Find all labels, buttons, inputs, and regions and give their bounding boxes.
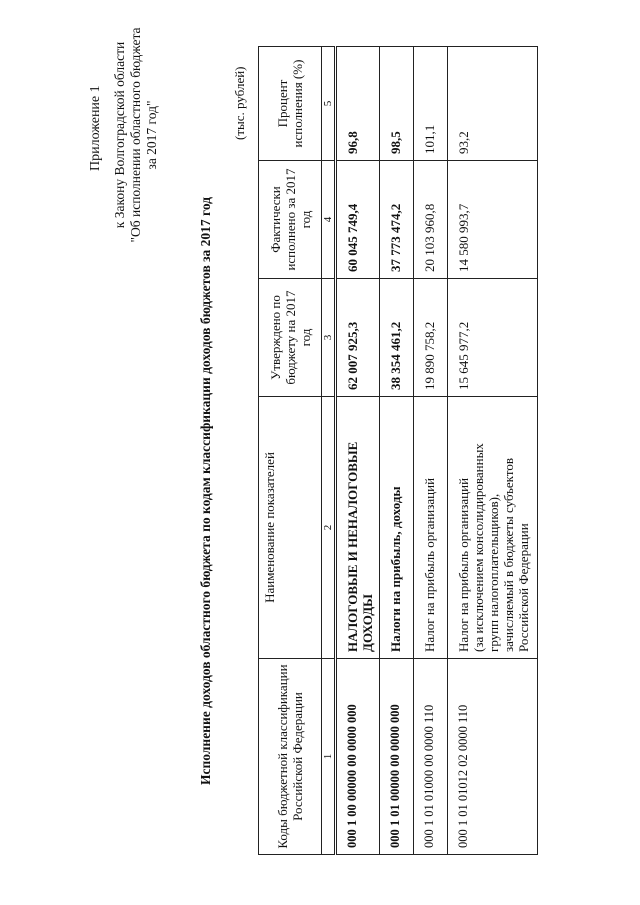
column-number: 5 bbox=[322, 47, 336, 161]
column-header-code: Коды бюджетной классификации Российской Федерации bbox=[259, 659, 322, 855]
table-row bbox=[336, 47, 380, 855]
row-percent: 101,1 bbox=[414, 47, 448, 161]
column-header-name: Наименование показателей bbox=[259, 397, 322, 659]
row-code: 000 1 00 00000 00 0000 000 bbox=[336, 659, 380, 855]
column-header-percent: Процент исполнения (%) bbox=[259, 47, 322, 161]
row-actual: 20 103 960,8 bbox=[414, 161, 448, 279]
column-number: 2 bbox=[322, 397, 336, 659]
revenue-table bbox=[258, 46, 538, 855]
row-actual: 14 580 993,7 bbox=[448, 161, 538, 279]
table-row bbox=[448, 47, 538, 855]
row-name-line: Налог на прибыль организаций bbox=[456, 477, 471, 652]
row-name-line: групп налогоплательщиков), bbox=[486, 493, 501, 652]
row-name bbox=[380, 397, 414, 659]
table-row bbox=[380, 47, 414, 855]
row-percent: 96,8 bbox=[336, 47, 380, 161]
row-code: 000 1 01 01012 02 0000 110 bbox=[448, 659, 538, 855]
column-header-actual: Фактически исполнено за 2017 год bbox=[259, 161, 322, 279]
row-code: 000 1 01 01000 00 0000 110 bbox=[414, 659, 448, 855]
appendix-subtitle-line: к Закону Волгоградской области bbox=[112, 41, 127, 229]
row-name-line: (за исключением консолидированных bbox=[471, 443, 486, 652]
row-percent: 98,5 bbox=[380, 47, 414, 161]
table-row bbox=[414, 47, 448, 855]
row-approved: 38 354 461,2 bbox=[380, 279, 414, 397]
appendix-subtitle-line: за 2017 год" bbox=[144, 100, 159, 170]
row-code: 000 1 01 00000 00 0000 000 bbox=[380, 659, 414, 855]
document-title: Исполнение доходов областного бюджета по кодам классификации доходов бюджетов за 2017 год bbox=[198, 196, 213, 785]
column-number: 4 bbox=[322, 161, 336, 279]
column-number: 1 bbox=[322, 659, 336, 855]
row-name bbox=[414, 397, 448, 659]
row-approved: 19 890 758,2 bbox=[414, 279, 448, 397]
column-header-approved: Утверждено по бюджету на 2017 год bbox=[259, 279, 322, 397]
row-approved: 62 007 925,3 bbox=[336, 279, 380, 397]
column-number: 3 bbox=[322, 279, 336, 397]
row-name bbox=[448, 397, 538, 659]
row-actual: 60 045 749,4 bbox=[336, 161, 380, 279]
units-note: (тыс. рублей) bbox=[232, 66, 247, 140]
row-name-line: зачисляемый в бюджеты субъектов bbox=[501, 458, 516, 652]
appendix-subtitle bbox=[112, 25, 160, 245]
row-percent: 93,2 bbox=[448, 47, 538, 161]
row-name bbox=[336, 397, 380, 659]
row-name-line: Налоги на прибыль, доходы bbox=[388, 486, 403, 652]
row-approved: 15 645 977,2 bbox=[448, 279, 538, 397]
row-name-line: Налог на прибыль организаций bbox=[422, 477, 437, 652]
row-name-line: Российской Федерации bbox=[516, 523, 531, 652]
appendix-title: Приложение 1 bbox=[88, 85, 103, 171]
appendix-subtitle-line: "Об исполнении областного бюджета bbox=[128, 27, 143, 243]
row-actual: 37 773 474,2 bbox=[380, 161, 414, 279]
row-name-line: НАЛОГОВЫЕ И НЕНАЛОГОВЫЕ ДОХОДЫ bbox=[345, 441, 375, 652]
